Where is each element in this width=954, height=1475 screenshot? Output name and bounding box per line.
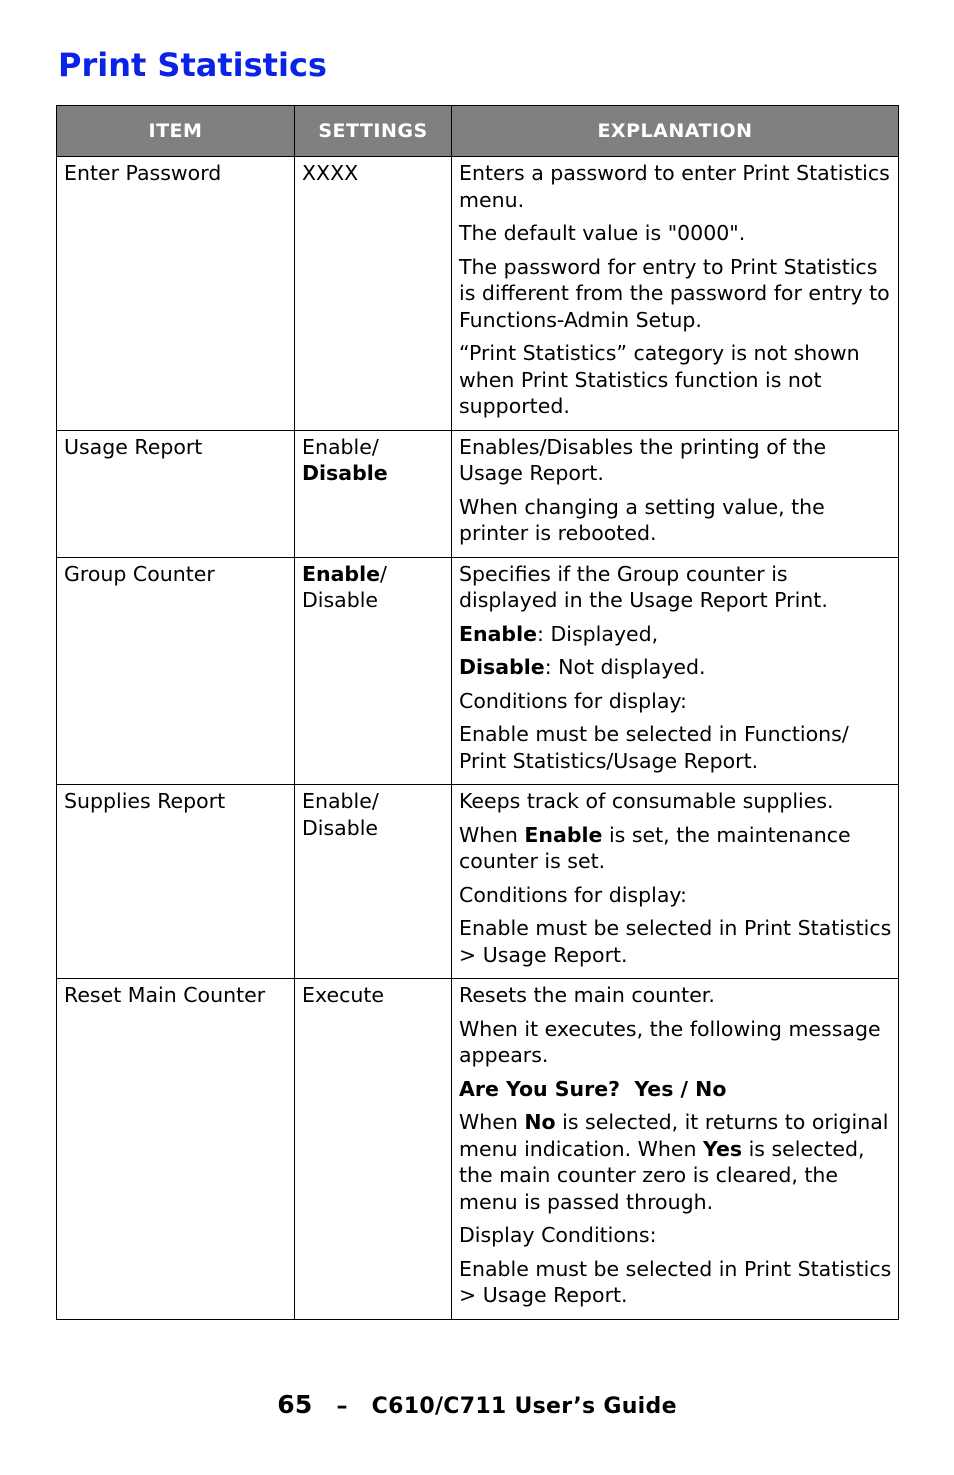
explanation-text: When changing a setting value, the printer is rebooted. bbox=[459, 494, 825, 545]
print-statistics-table bbox=[56, 105, 899, 1320]
settings-cell bbox=[295, 785, 452, 979]
explanation-text: Enable must be selected in Print Statistics > Usage Report. bbox=[459, 1256, 892, 1307]
table-row bbox=[57, 979, 899, 1320]
explanation-cell bbox=[452, 557, 899, 785]
item-cell: Enter Password bbox=[57, 157, 295, 431]
item-cell: Usage Report bbox=[57, 430, 295, 557]
settings-option: Enable/ bbox=[302, 434, 379, 459]
explanation-text bbox=[459, 1109, 892, 1215]
table-header-row bbox=[57, 106, 899, 157]
settings-option: Disable bbox=[302, 815, 379, 840]
settings-option: Enable/ bbox=[302, 789, 379, 813]
text-fragment: When bbox=[459, 822, 525, 847]
settings-default-option: Enable bbox=[302, 561, 381, 586]
header-explanation: EXPLANATION bbox=[452, 106, 899, 157]
settings-cell bbox=[295, 557, 452, 785]
settings-cell: Execute bbox=[295, 979, 452, 1320]
term-disable: Disable bbox=[459, 655, 545, 679]
explanation-text: When it executes, the following message appears. bbox=[459, 1016, 881, 1067]
term-yes: Yes bbox=[703, 1136, 743, 1161]
explanation-cell bbox=[452, 785, 899, 979]
explanation-cell bbox=[452, 157, 899, 431]
table-row bbox=[57, 430, 899, 557]
page-footer bbox=[0, 1390, 954, 1419]
explanation-text: The password for entry to Print Statistics is different from the password for entry to Functions-Admin Setup. bbox=[459, 254, 890, 332]
item-cell: Group Counter bbox=[57, 557, 295, 785]
explanation-text: Conditions for display: bbox=[459, 882, 687, 907]
explanation-cell bbox=[452, 979, 899, 1320]
term-desc: : Not displayed. bbox=[544, 655, 706, 679]
table-row bbox=[57, 157, 899, 431]
settings-separator: / bbox=[380, 561, 387, 586]
text-fragment: When bbox=[459, 1110, 525, 1134]
explanation-text: “Print Statistics” category is not shown when Print Statistics function is not supported. bbox=[459, 341, 860, 418]
explanation-text: The default value is "0000". bbox=[459, 221, 746, 245]
item-cell: Supplies Report bbox=[57, 785, 295, 979]
explanation-cell bbox=[452, 430, 899, 557]
table-row bbox=[57, 785, 899, 979]
footer-separator: – bbox=[336, 1394, 348, 1419]
confirm-message-text: Are You Sure? Yes / No bbox=[459, 1076, 727, 1101]
item-cell: Reset Main Counter bbox=[57, 979, 295, 1320]
explanation-text: Enables/Disables the printing of the Usage Report. bbox=[459, 434, 827, 485]
page-number: 65 bbox=[277, 1390, 313, 1419]
explanation-text: Conditions for display: bbox=[459, 688, 687, 713]
explanation-text bbox=[459, 654, 892, 681]
explanation-text bbox=[459, 621, 892, 648]
table-row bbox=[57, 557, 899, 785]
page-title: Print Statistics bbox=[58, 46, 327, 84]
header-settings: SETTINGS bbox=[295, 106, 452, 157]
text-fragment: is selected, it returns to original menu indication. When bbox=[459, 1110, 889, 1161]
text-fragment: is set, the maintenance counter is set. bbox=[459, 822, 851, 873]
settings-option: Disable bbox=[302, 588, 379, 612]
term-desc: : Displayed, bbox=[537, 621, 659, 646]
explanation-text: Enters a password to enter Print Statistics menu. bbox=[459, 161, 890, 212]
settings-cell: XXXX bbox=[295, 157, 452, 431]
header-item: ITEM bbox=[57, 106, 295, 157]
term-enable: Enable bbox=[524, 822, 603, 847]
guide-title: C610/C711 User’s Guide bbox=[371, 1394, 677, 1419]
explanation-text: Resets the main counter. bbox=[459, 983, 715, 1007]
text-fragment: is selected, the main counter zero is cleared, the menu is passed through. bbox=[459, 1136, 865, 1214]
explanation-text: Specifies if the Group counter is displayed in the Usage Report Print. bbox=[459, 561, 828, 612]
explanation-text bbox=[459, 822, 892, 875]
explanation-text: Enable must be selected in Functions/ Print Statistics/Usage Report. bbox=[459, 722, 849, 773]
confirm-message bbox=[459, 1076, 892, 1103]
term-no: No bbox=[524, 1110, 556, 1134]
settings-cell bbox=[295, 430, 452, 557]
explanation-text: Display Conditions: bbox=[459, 1223, 657, 1247]
term-enable: Enable bbox=[459, 621, 538, 646]
explanation-text: Keeps track of consumable supplies. bbox=[459, 789, 834, 813]
explanation-text: Enable must be selected in Print Statistics > Usage Report. bbox=[459, 916, 892, 967]
settings-default-option: Disable bbox=[302, 461, 388, 485]
